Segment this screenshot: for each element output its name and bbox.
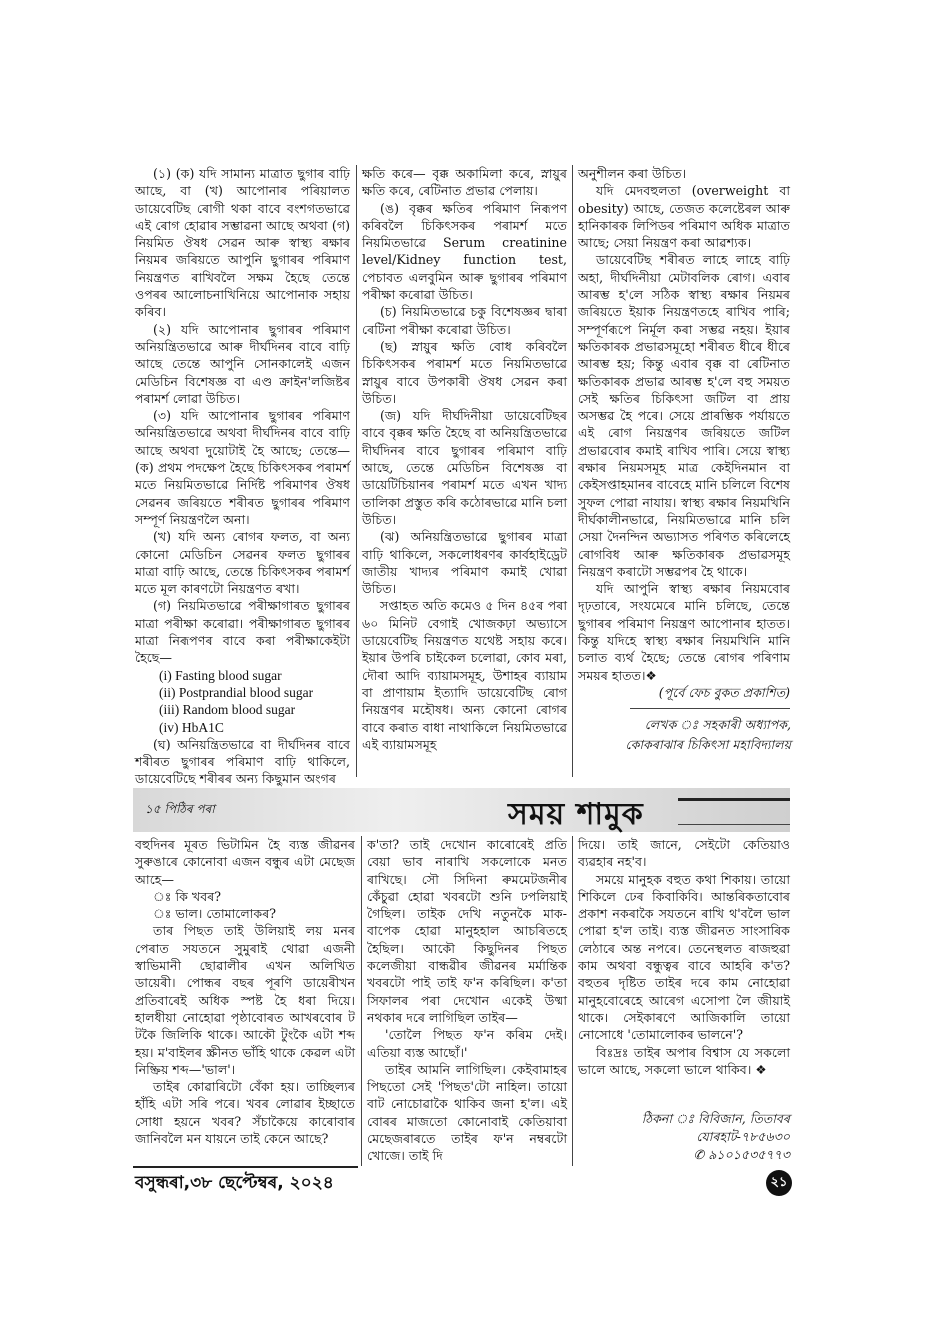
paragraph: (চ) নিয়মিতভাৱে চকু বিশেষজ্ঞৰ দ্বাৰা ৰেটিনা পৰীক্ষা কৰোৱা উচিত। [362,304,567,337]
dialogue-line: ঃ ভাল। তোমালোকৰ? [153,906,277,922]
magazine-footer: বসুন্ধৰা,৩৮ ছেপ্টেম্বৰ, ২০২৪ [135,1173,334,1193]
continued-from-label: ১৫ পিঠিৰ পৰা [145,802,215,816]
paragraph: (খ) যদি অন্য ৰোগৰ ফলত, বা অন্য কোনো মেডিচিন সেৱনৰ ফলত ছুগাৰৰ মাত্ৰা বাঢ়ি আছে, তেন্তে চিকিৎসকৰ পৰামৰ্শ মতে মূল কাৰণটো নিয়ন্ত্ৰণত ৰখা। [135,529,350,597]
test-item: (i) Fasting blood sugar [159,667,282,683]
address-line: যোৰহাট-৭৮৫৬৩০ [696,1129,790,1144]
paragraph: অনুশীলন কৰা উচিত। [578,166,687,181]
paragraph: (৩) যদি আপোনাৰ ছুগাৰৰ পৰিমাণ অনিয়ন্ত্ৰিতভাৱে অথবা দীৰ্ঘদিনৰ বাবে বাঢ়ি আছে অথবা দুয়োটাই হৈ আছে; তেন্তে— (ক) প্ৰথম পদক্ষেপ হৈছে চিকিৎসকৰ পৰামৰ্শ মতে নিয়মিতভাৱে নিৰ্দিষ্ট পৰিমাণৰ ঔষধ সেৱনৰ জৰিয়তে শৰীৰত ছুগাৰৰ পৰিমাণ সম্পূৰ্ণ নিয়ন্ত্ৰণলৈ অনা। [135,408,350,527]
footer-rule [133,1166,358,1168]
dialogue-line: ঃ কি খবৰ? [153,888,222,904]
story-title: সময় শামুক [508,797,644,832]
paragraph: (ঝ) অনিয়ন্ত্ৰিতভাৱে ছুগাৰৰ মাত্ৰা বাঢ়ি থাকিলে, সকলোধৰণৰ কাৰ্বহাইড্ৰেট জাতীয় খাদ্যৰ পৰিমাণ কমাই খোৱা উচিত। [362,529,567,597]
column-divider [572,836,573,1166]
paragraph: ক্ষতি কৰে— বৃক্ক অকামিলা কৰে, স্নায়ুৰ ক্ষতি কৰে, ৰেটিনাত প্ৰভাৱ পেলায়। [362,166,567,199]
section-banner [133,788,790,832]
page-number: ২১ [766,1170,792,1196]
article1-column-2 [362,165,567,753]
quote: 'তোলৈ পিছত ফ'ন কৰিম দেই। এতিয়া ব্যস্ত আছোঁ।' [367,1027,567,1060]
paragraph: (২) যদি আপোনাৰ ছুগাৰৰ পৰিমাণ অনিয়ন্ত্ৰিতভাৱে আৰু দীৰ্ঘদিনৰ বাবে বাঢ়ি আছে তেন্তে আপুনি সোনকালেই এজন মেডিচিন বিশেষজ্ঞ বা এণ্ড ক্ৰাইন'লজিষ্টৰ পৰামৰ্শ লোৱা উচিত। [135,321,350,406]
byline-line: কোকৰাঝাৰ চিকিৎসা মহাবিদ্যালয় [625,737,791,752]
paragraph: সপ্তাহত অতি কমেও ৫ দিন ৪৫ৰ পৰা ৬০ মিনিট বেগাই খোজকঢ়া অভ্যাসে ডায়েবেটিছ নিয়ন্ত্ৰণত যথেষ্ট সহায় কৰে। ইয়াৰ উপৰি চাইকেল চলোৱা, কোব মৰা, দৌৰা আদি ব্যায়ামসমূহ, উশাহৰ ব্যায়াম বা প্ৰাণায়াম ইত্যাদি ডায়েবেটিছ ৰোগ নিয়ন্ত্ৰণৰ মহৌষধ। অন্য কোনো ৰোগৰ বাবে কৰাত বাধা নাথাকিলে নিয়মিতভাৱে এই ব্যায়ামসমূহ [362,598,567,752]
article1-column-3 [578,165,790,701]
paragraph: সময়ে মানুহক বহুত কথা শিকায়। তায়ো শিকিলে ঢেৰ কিবাকিবি। আন্তৰিকতাবোৰ প্ৰকাশ নকৰাকৈ সযতনে ৰাখি থ'বলৈ ভাল পোৱা হ'ল তাই। ব্যস্ত জীৱনত সাংসাৰিক লেঠাৰে অন্ত নপৰে। তেনেস্থলত ৰাজহুৱা কাম অথবা বন্ধুত্বৰ বাবে আহৰি ক'ত? বহুতৰ দৃষ্টিত তাইৰ দৰে কাম নোহোৱা মানুহবোৰেহে আৰেগ এসোপা লৈ জীয়াই থাকে। সেইকাৰণে আজিকালি তায়ো নোসোধে 'তোমালোকৰ ভালনে'? [578,871,790,1043]
paragraph: (গ) নিয়মিতভাৱে পৰীক্ষাগাৰত ছুগাৰৰ মাত্ৰা পৰীক্ষা কৰোৱা। পৰীক্ষাগাৰত ছুগাৰৰ মাত্ৰা নিৰূপণৰ বাবে কৰা পৰীক্ষাকেইটা হৈছে— [135,598,350,666]
paragraph: (ঘ) অনিয়ন্ত্ৰিতভাৱে বা দীৰ্ঘদিনৰ বাবে শৰীৰত ছুগাৰৰ পৰিমাণ বাঢ়ি থাকিলে, ডায়েবেটিছে শৰীৰৰ অন্য কিছুমান অংগৰ [135,736,350,787]
column-divider [572,165,573,777]
address-line: ঠিকনা ঃ বিবিজান, তিতাবৰ [641,1111,790,1126]
publication-note: (পূৰ্বে ফেচ বুকত প্ৰকাশিত) [658,684,790,700]
paragraph: তাৰ পিছত তাই উলিয়াই লয় মনৰ পেৰাত সযতনে সুমুৰাই থোৱা এজনী স্বাভিমানী ছোৱালীৰ এখন অলিখিত ডায়েৰী। পোন্ধৰ বছৰ পূৰণি ডায়েৰীখন প্ৰতিবাৰেই অধিক স্পষ্ট হৈ ধৰা দিয়ে। হালধীয়া নোহোৱা পৃষ্ঠাবোৰত আখৰবোৰ ট টকৈ জিলিকি থাকে। আকৌ টুংকৈ এটা শব্দ হয়। ম'বাইলৰ স্ক্ৰীনত ভাঁহি থাকে কেৱল এটা নিষ্ক্ৰিয় শব্দ—'ভাল'। [135,923,355,1077]
paragraph: (১) (ক) যদি সামান্য মাত্ৰাত ছুগাৰ বাঢ়ি আছে, বা (খ) আপোনাৰ পৰিয়ালত ডায়েবেটিছ ৰোগী থকা বাবে বংশগতভাৱে এই ৰোগ হোৱাৰ সম্ভাৱনা আছে অথবা (গ) নিয়মিত ঔষধ সেৱন আৰু স্বাস্থ্য ৰক্ষাৰ নিয়মৰ জৰিয়তে আপুনি ছুগাৰৰ পৰিমাণ নিয়ন্ত্ৰণত ৰাখিবলৈ সক্ষম হৈছে তেন্তে ওপৰৰ আলোচনাখিনিয়ে আপোনাক সহায় কৰিব। [135,166,350,320]
paragraph: বহুদিনৰ মূৰত ভিটামিন হৈ ব্যস্ত জীৱনৰ সুৰুঙাৰে কোনোবা এজন বন্ধুৰ এটা মেছেজ আহে— [135,837,355,887]
paragraph: ডায়েবেটিছ শৰীৰত লাহে লাহে বাঢ়ি অহা, দীৰ্ঘদিনীয়া মেটাবলিক ৰোগ। এবাৰ আৰম্ভ হ'লে সঠিক স্বাস্থ্য ৰক্ষাৰ নিয়মৰ জৰিয়তে ইয়াক নিয়ন্ত্ৰণতহে ৰাখিব পাৰি; সম্পূৰ্ণৰূপে নিৰ্মূল কৰা সম্ভৱ নহয়। ইয়াৰ ক্ষতিকাৰক প্ৰভাৱসমূহো শৰীৰত ধীৰে ধীৰে আৰম্ভ হয়; কিন্তু এবাৰ বৃক্ক বা ৰেটিনাত ক্ষতিকাৰক প্ৰভাৱ আৰম্ভ হ'লে বহু সময়ত সেই ক্ষতিৰ চিকিৎসা জটিল বা প্ৰায় অসম্ভৱ হৈ পৰে। সেয়ে প্ৰাৰম্ভিক পৰ্যায়তে এই ৰোগ নিয়ন্ত্ৰণৰ জৰিয়তে জটিল প্ৰভাৱবোৰ কমাই ৰাখিব পাৰি। সেয়ে স্বাস্থ্য ৰক্ষাৰ নিয়মসমূহ মাত্ৰ কেইদিনমান বা কেইসপ্তাহমানৰ বাবেহে মানি চলিলে বিশেষ সুফল পোৱা নাযায়। স্বাস্থ্য ৰক্ষাৰ নিয়মখিনি দীৰ্ঘকালীনভাৱে, নিয়মিতভাৱে মানি চলি সেয়া দৈনন্দিন অভ্যাসত পৰিণত কৰিলেহে ৰোগবিধ আৰু ক্ষতিকাৰক প্ৰভাৱসমূহ নিয়ন্ত্ৰণ কৰাটো সম্ভৱপৰ হৈ থাকে। [578,252,790,579]
test-item: (ii) Postprandial blood sugar [159,684,314,700]
note: বিঃদ্ৰঃ তাইৰ অপাৰ বিশ্বাস যে সকলো ভালে আছে, সকলো ভালে থাকিব। ❖ [578,1044,790,1077]
title-rule [678,798,790,801]
title-rule [678,824,790,825]
phone-number: ✆ ৯১০১৫৩৫৭৭৩ [693,1147,790,1162]
byline-rule [630,708,790,709]
column-divider [361,836,362,1166]
article2-column-2 [367,836,567,1165]
test-item: (iv) HbA1C [159,719,224,735]
byline-line: লেখক ঃ সহকাৰী অধ্যাপক, [644,717,791,732]
paragraph: তাইৰ আমনি লাগিছিল। কেইবামাহৰ পিছতো সেই 'পিছত'টো নাহিল। তায়ো বাট নোচোৱাকৈ থাকিব জনা হ'ল। এই বোৰৰ মাজতো কোনোবাই কেতিয়াবা মেছেজৰাৰতে তাইৰ ফ'ন নম্বৰটো খোজে। তাই দি [367,1061,567,1164]
article2-column-3 [578,836,790,1078]
paragraph: তাইৰ কোৱাৰিটো বেঁকা হয়। তাচ্ছিল্যৰ হাঁহি এটা সৰি পৰে। খবৰ লোৱাৰ ইচ্ছাতে সোধা হয়নে খবৰ? সঁচাকৈয়ে কাৰোবাৰ জানিবলৈ মন যায়নে তাই কেনে আছে? [135,1079,355,1147]
author-byline [551,715,791,755]
article1-column-1 [135,165,350,788]
paragraph: (ঙ) বৃক্কৰ ক্ষতিৰ পৰিমাণ নিৰূপণ কৰিবলৈ চিকিৎসকৰ পৰামৰ্শ মতে নিয়মিতভাৱে Serum creatinine level/Kidney function test, পেচাবত এলবুমিন আৰু ছুগাৰৰ পৰিমাণ পৰীক্ষা কৰোৱা উচিত। [362,200,567,303]
test-item: (iii) Random blood sugar [159,702,296,718]
paragraph: (ছ) স্নায়ুৰ ক্ষতি বোধ কৰিবলৈ চিকিৎসকৰ পৰামৰ্শ মতে নিয়মিতভাৱে স্নায়ুৰ বাবে উপকাৰী ঔষধ সেৱন কৰা উচিত। [362,338,567,406]
article2-column-1 [135,836,355,1147]
author-address [600,1110,790,1164]
paragraph: ক'তা? তাই দেখোন কাৰোৰেই প্ৰতি বেয়া ভাব নাৰাখি সকলোকে মনত ৰাখিছে। সৌ সিদিনা ৰুমমেটজনীৰ কেঁচুৱা হোৱা খবৰটো শুনি ঢপলিয়াই গৈছিল। তাইক দেখি নতুনকৈ মাক-বাপেক হোৱা মানুহহাল আচৰিতহে হৈছিল। আকৌ কিছুদিনৰ পিছত কলেজীয়া বান্ধৱীৰ জীৱনৰ মৰ্মান্তিক খবৰটো পাই তাই ফ'ন কৰিছিল। ক'তা সিফালৰ পৰা দেখোন একেই উষ্মা নথকাৰ দৰে লাগিছিল তাইৰ— [367,837,567,1025]
paragraph: দিয়ে। তাই জানে, সেইটো কেতিয়াও ব্যৱহাৰ নহ'ব। [578,837,790,870]
column-divider [356,165,357,777]
paragraph: (জ) যদি দীৰ্ঘদিনীয়া ডায়েবেটিছৰ বাবে বৃক্কৰ ক্ষতি হৈছে বা অনিয়ন্ত্ৰিতভাৱে দীৰ্ঘদিনৰ বাবে ছুগাৰৰ পৰিমাণ বাঢ়ি আছে, তেন্তে মেডিচিন বিশেষজ্ঞ বা ডায়েটিচিয়ানৰ পৰামৰ্শ মতে এখন খাদ্য তালিকা প্ৰস্তুত কৰি কঠোৰভাৱে মানি চলা উচিত। [362,408,567,527]
paragraph: যদি আপুনি স্বাস্থ্য ৰক্ষাৰ নিয়মবোৰ দৃঢ়তাৰে, সংযমেৰে মানি চলিছে, তেন্তে ছুগাৰৰ পৰিমাণ নিয়ন্ত্ৰণ আপোনাৰ হাতত। কিন্তু যদিহে স্বাস্থ্য ৰক্ষাৰ নিয়মখিনি মানি চলাত ব্যৰ্থ হৈছে; তেন্তে ৰোগৰ পৰিণাম সময়ৰ হাতত।❖ [578,581,790,683]
paragraph: যদি মেদবহুলতা (overweight বা obesity) আছে, তেজত কলেষ্টেৰল আৰু হানিকাৰক লিপিডৰ পৰিমাণ অধিক মাত্ৰাত আছে; সেয়া নিয়ন্ত্ৰণ কৰা আৱশ্যক। [578,183,790,251]
